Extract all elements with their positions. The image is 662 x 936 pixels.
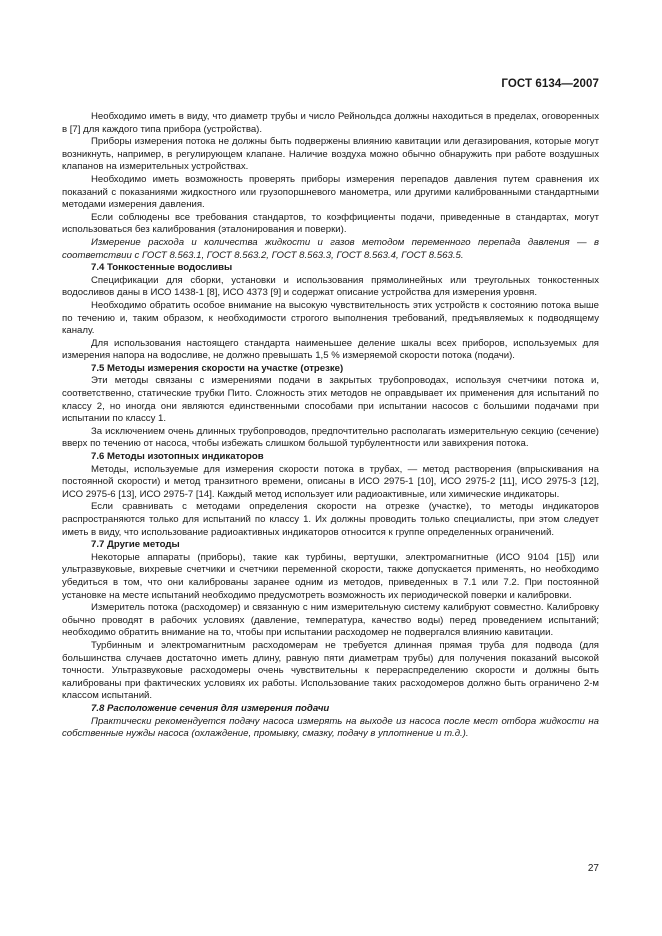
section-heading-7-4: 7.4 Тонкостенные водосливы [91, 262, 233, 274]
standard-header: ГОСТ 6134—2007 [501, 78, 599, 90]
paragraph: Эти методы связаны с измерениями подачи в закрытых трубопроводах, используя счетчики потока и, соответственно, статические трубки Пито. Сложность этих методов не оправдывает их применения для испытаний по классу 2, но иногда они являются единственными способами при испытании насосов с большими подачами при испытании по классу 1. [62, 375, 599, 425]
paragraph: Измеритель потока (расходомер) и связанную с ним измерительную систему калибруют совместно. Калибровку обычно проводят в рабочих условиях (давление, температура, качество воды) перед проведением испытаний; необходимо обратить внимание на то, чтобы при испытании расходомер не подвергался влиянию кавитации. [62, 602, 599, 639]
paragraph: Спецификации для сборки, установки и использования прямолинейных или треугольных тонкостенных водосливов даны в ИСО 1438-1 [8], ИСО 4373 [9] и содержат описание устройства для измерения уровня. [62, 274, 599, 299]
section-heading-7-6: 7.6 Методы изотопных индикаторов [91, 451, 264, 463]
paragraph: Если сравнивать с методами определения скорости на отрезке (участке), то методы индикаторов распространяются только для испытаний по классу 1. Их должны проводить только специалисты, при этом следует иметь в виду, что использование радиоактивных индикаторов относится к группе определенных ограничений. [62, 501, 599, 538]
paragraph: Необходимо обратить особое внимание на высокую чувствительность этих устройств к состоянию потока выше по течению и, таким образом, к необходимости строгого выполнения требований, предъявляемых к подводящему каналу. [62, 299, 599, 337]
paragraph: Приборы измерения потока не должны быть подвержены влиянию кавитации или дегазирования, которые могут возникнуть, например, в регулирующем клапане. Наличие воздуха можно обычно обнаружить при работе воздушных клапанов на измерительных устройствах. [62, 136, 599, 173]
section-heading-7-8: 7.8 Расположение сечения для измерения подачи [91, 702, 330, 714]
body-text [62, 111, 599, 741]
section-heading-7-5: 7.5 Методы измерения скорости на участке (отрезке) [91, 362, 344, 374]
paragraph: Если соблюдены все требования стандартов, то коэффициенты подачи, приведенные в стандартах, могут использоваться без калибрования (эталонирования и поверки). [62, 211, 599, 236]
paragraph: Турбинным и электромагнитным расходомерам не требуется длинная прямая труба для подвода (для большинства случаев достаточно иметь длину, равную пяти диаметрам трубы) для получения показаний высокой точности. Ультразвуковые расходомеры очень чувствительны к перераспределению скорости и должны быть калиброваны при фактических условиях их работы. Использование таких расходомеров должно быть ограничено 2-м классом испытаний. [62, 639, 599, 702]
reference-note: Измерение расхода и количества жидкости и газов методом переменного перепада давления — в соответствии с ГОСТ 8.563.1, ГОСТ 8.563.2, ГОСТ 8.563.3, ГОСТ 8.563.4, ГОСТ 8.563.5. [62, 236, 599, 261]
paragraph: Методы, используемые для измерения скорости потока в трубах, — метод растворения (впрыскивания на постоянной скорости) и метод транзитного времени, описаны в ИСО 2975-1 [10], ИСО 2975-2 [11], ИСО 2975-3 [12], ИСО 2975-6 [13], ИСО 2975-7 [14]. Каждый метод использует или радиоактивные, или химические индикаторы. [62, 463, 599, 500]
page-number: 27 [587, 863, 599, 874]
paragraph: Необходимо иметь возможность проверять приборы измерения перепадов давления путем сравнения их показаний с показаниями жидкостного или грузопоршневого манометра, или другими калиброванными стандартными методами измерения давления. [62, 173, 599, 211]
paragraph: За исключением очень длинных трубопроводов, предпочтительно располагать измерительную секцию (сечение) вверх по течению от насоса, чтобы избежать слишком большой турбулентности или завихрения потока. [62, 425, 599, 450]
paragraph: Необходимо иметь в виду, что диаметр трубы и число Рейнольдса должны находиться в пределах, оговоренных в [7] для каждого типа прибора (устройства). [62, 111, 599, 135]
paragraph: Некоторые аппараты (приборы), такие как турбины, вертушки, электромагнитные (ИСО 9104 [15]) или ультразвуковые, вихревые счетчики и счетчики переменной скорости, также допускается применять, но необходимо убедиться в том, что они калиброваны заранее одним из методов, приведенных в 7.1 или 7.2. При постоянной установке на месте испытаний необходимо предусмотреть возможность их периодической поверки и калибровки. [62, 551, 599, 601]
paragraph: Для использования настоящего стандарта наименьшее деление шкалы всех приборов, используемых для измерения напора на водосливе, не должно превышать 1,5 % измеряемой скорости потока (подачи). [62, 337, 599, 362]
recommendation-text: Практически рекомендуется подачу насоса измерять на выходе из насоса после мест отбора жидкости на собственные нужды насоса (охлаждение, промывку, смазку, подачу в уплотнение и т.д.). [62, 715, 599, 740]
section-heading-7-7: 7.7 Другие методы [91, 539, 180, 551]
